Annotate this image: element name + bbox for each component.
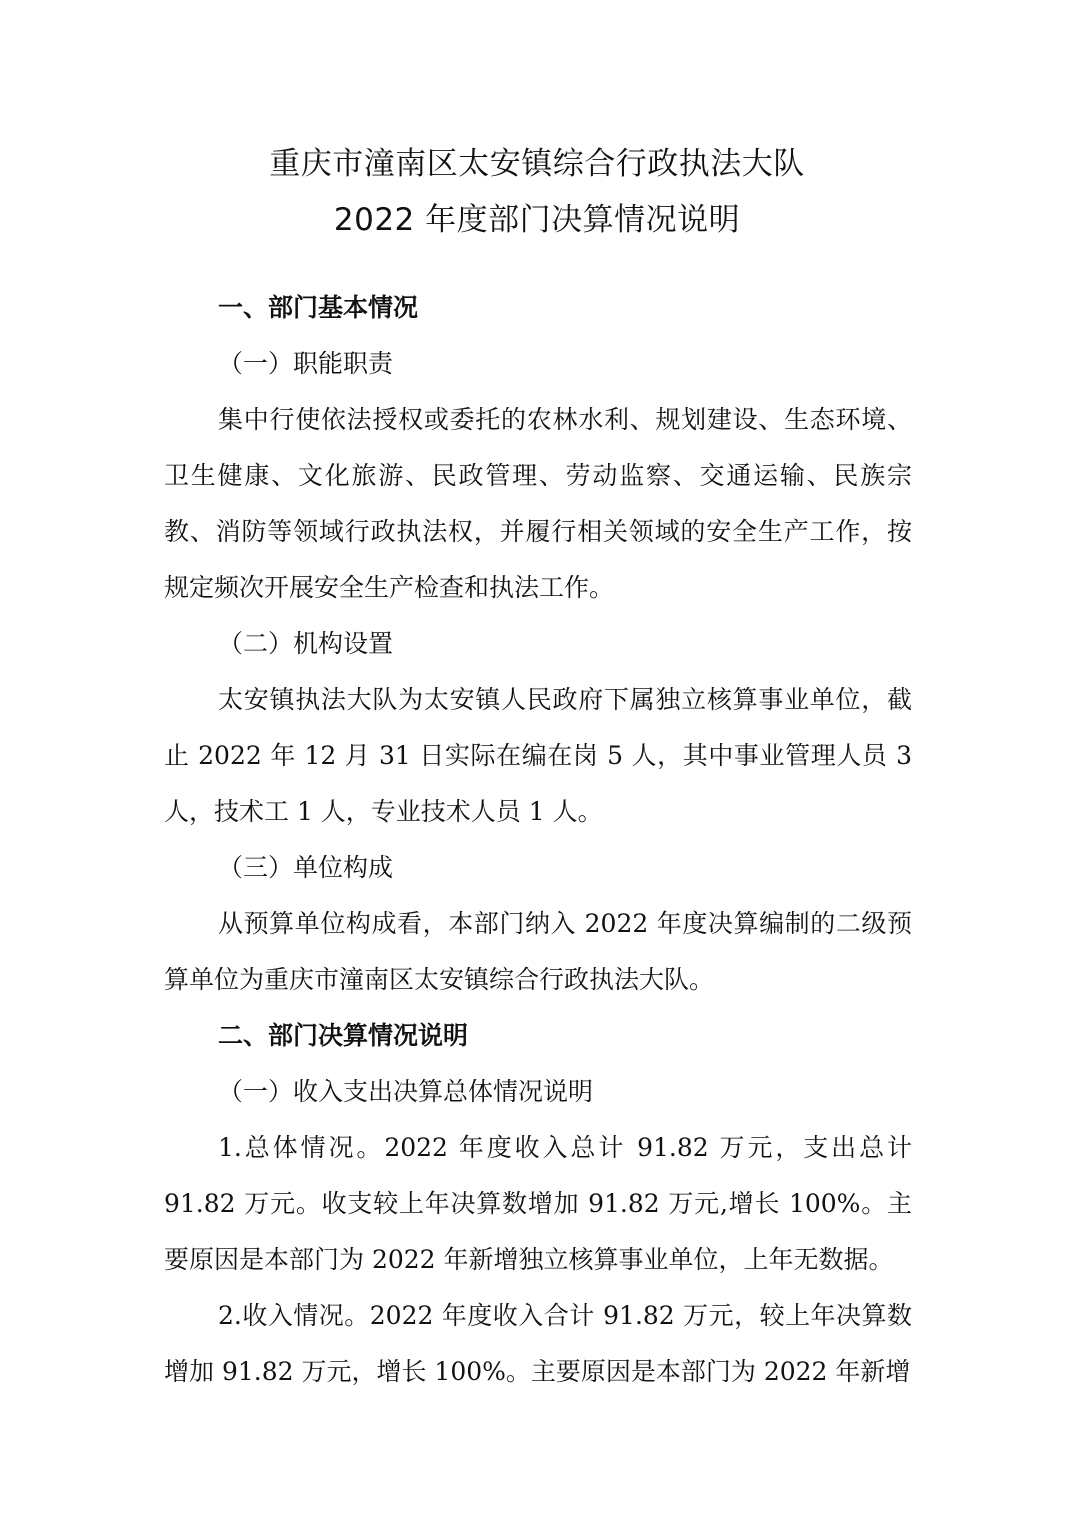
paragraph-income-situation: 2.收入情况。2022 年度收入合计 91.82 万元，较上年决算数增加 91.82 万元，增长 100%。主要原因是本部门为 2022 年新增: [164, 1301, 912, 1386]
subheading-functions: （一）职能职责: [218, 349, 394, 378]
paragraph-unit-composition: 从预算单位构成看，本部门纳入 2022 年度决算编制的二级预算单位为重庆市潼南区太安镇综合行政执法大队。: [164, 909, 912, 994]
section-heading-final-accounts: 二、部门决算情况说明: [218, 1021, 469, 1050]
paragraph-functions: 集中行使依法授权或委托的农林水利、规划建设、生态环境、卫生健康、文化旅游、民政管理、劳动监察、交通运输、民族宗教、消防等领域行政执法权，并履行相关领域的安全生产工作，按规定频次开展安全生产检查和执法工作。: [164, 405, 912, 602]
section-heading-basic-info: 一、部门基本情况: [218, 293, 419, 322]
document-title-line1: 重庆市潼南区太安镇综合行政执法大队: [269, 146, 805, 182]
document-title-line2: 2022 年度部门决算情况说明: [333, 202, 741, 238]
subheading-income-expense-overview: （一）收入支出决算总体情况说明: [218, 1077, 594, 1106]
subheading-unit-composition: （三）单位构成: [218, 853, 394, 882]
subheading-organization: （二）机构设置: [218, 629, 394, 658]
paragraph-organization: 太安镇执法大队为太安镇人民政府下属独立核算事业单位，截止 2022 年 12 月 31 日实际在编在岗 5 人，其中事业管理人员 3 人，技术工 1 人，专业技术人员 1 人。: [164, 685, 912, 826]
document-body: [164, 280, 912, 1400]
paragraph-overall-situation: 1.总体情况。2022 年度收入总计 91.82 万元，支出总计 91.82 万元。收支较上年决算数增加 91.82 万元,增长 100%。主要原因是本部门为 2022 年新增独立核算事业单位，上年无数据。: [164, 1133, 912, 1274]
